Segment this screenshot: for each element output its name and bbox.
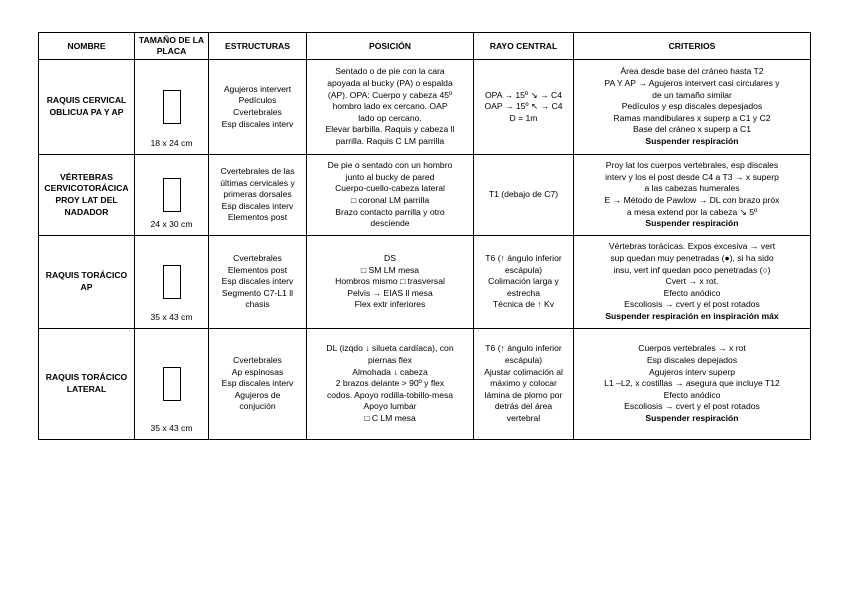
cell-estructuras-line: conjución <box>239 401 276 412</box>
cell-criterios-line: Proy lat los cuerpos vertebrales, esp discales <box>605 160 779 171</box>
cell-rayo-central <box>474 236 574 329</box>
cell-posicion-line: junto al bucky de pared <box>345 171 435 182</box>
suspend-breathing-note: Suspender respiración <box>645 218 739 229</box>
header-nombre: NOMBRE <box>39 33 135 60</box>
suspend-breathing-note: Suspender respiración <box>645 135 739 146</box>
cell-posicion <box>307 155 474 236</box>
cell-estructuras-line: Cvertebrales de las <box>220 166 295 177</box>
cell-estructuras-line: chasis <box>245 299 270 310</box>
cell-estructuras <box>209 60 307 155</box>
cell-estructuras <box>209 329 307 440</box>
cell-criterios-line: Pedículos y esp discales depesjados <box>621 101 763 112</box>
cell-posicion-line: Flex extr inferiores <box>354 299 426 310</box>
cell-rayo-central-line: lámina de plomo por <box>484 389 563 400</box>
cell-rayo-central-line: T1 (debajo de C7) <box>488 189 559 200</box>
plate-rectangle-icon <box>163 265 181 299</box>
cell-criterios-line: de un tamaño similar <box>652 89 732 100</box>
plate-rectangle-icon <box>163 178 181 212</box>
cell-posicion <box>307 329 474 440</box>
plate-size-label: 35 x 43 cm <box>150 423 193 434</box>
cell-rayo-central-line: estrecha <box>507 287 540 298</box>
cell-estructuras <box>209 236 307 329</box>
cell-criterios-line: Efecto anódico <box>663 287 721 298</box>
cell-posicion-line: Almohada ↓ cabeza <box>352 366 428 377</box>
cell-rayo-central-line: D = 1m <box>509 112 538 123</box>
cell-criterios-line: Ramas mandibulares x superp a C1 y C2 <box>613 112 771 123</box>
cell-criterios-line: Esp discales depejados <box>646 355 738 366</box>
cell-criterios <box>574 236 811 329</box>
cell-estructuras-line: Esp discales interv <box>221 276 294 287</box>
cell-rayo-central-line: T6 (↑ ángulo inferior <box>485 343 562 354</box>
cell-criterios-line: Vértebras torácicas. Expos excesiva → vert <box>608 241 776 252</box>
cell-rayo-central <box>474 155 574 236</box>
cell-rayo-central-line: T6 (↑ ángulo inferior <box>485 253 562 264</box>
header-rayo-central: RAYO CENTRAL <box>474 33 574 60</box>
cell-criterios <box>574 60 811 155</box>
cell-posicion-line: hombro lado ex cercano. OAP <box>332 101 448 112</box>
cell-posicion-line: (AP). OPA: Cuerpo y cabeza 45º <box>327 89 453 100</box>
plate-size-label: 35 x 43 cm <box>150 312 193 323</box>
cell-criterios-line: L1 –L2, x costillas → asegura que incluye T12 <box>604 378 780 389</box>
plate-rectangle-icon <box>163 367 181 401</box>
cell-criterios-line: Agujeros interv superp <box>649 366 735 377</box>
cell-estructuras-line: Elementos post <box>227 212 288 223</box>
cell-nombre: VÉRTEBRAS CERVICOTORÁCICA PROY LAT DEL NADADOR <box>39 155 135 236</box>
suspend-breathing-note: Suspender respiración <box>645 412 739 423</box>
cell-rayo-central <box>474 329 574 440</box>
cell-estructuras-line: Esp discales interv <box>221 118 294 129</box>
cell-posicion-line: parrilla. Raquis C LM parrilla <box>335 135 445 146</box>
cell-nombre: RAQUIS CERVICAL OBLICUA PA Y AP <box>39 60 135 155</box>
cell-nombre: RAQUIS TORÁCICO AP <box>39 236 135 329</box>
cell-tamano <box>135 236 209 329</box>
table-row <box>39 329 811 440</box>
cell-posicion-line: □ SM LM mesa <box>360 264 420 275</box>
radiography-table <box>38 32 811 440</box>
cell-rayo-central-line: OPA → 15º ↘ → C4 <box>484 89 563 100</box>
cell-estructuras-line: Cvertebrales <box>233 253 282 264</box>
cell-estructuras-line: Cvertebrales <box>233 355 282 366</box>
cell-criterios-line: Cvert → x rot. <box>665 276 719 287</box>
cell-posicion-line: piernas flex <box>368 355 412 366</box>
cell-estructuras-line: primeras dorsales <box>223 189 292 200</box>
plate-size-label: 24 x 30 cm <box>150 219 193 230</box>
cell-posicion-line: □ coronal LM parrilla <box>350 195 430 205</box>
cell-estructuras-line: Agujeros intervert <box>223 83 292 94</box>
cell-rayo-central-line: vertebral <box>506 412 541 423</box>
cell-rayo-central-line: escápula) <box>504 264 543 275</box>
cell-posicion-line: DS <box>384 253 396 264</box>
cell-estructuras-line: Segmento C7-L1 ll <box>221 287 294 298</box>
header-posicion: POSICIÓN <box>307 33 474 60</box>
cell-posicion-line: Elevar barbilla. Raquis y cabeza ll <box>325 124 455 135</box>
cell-posicion-line: Brazo contacto parrilla y otro <box>335 206 445 217</box>
cell-tamano <box>135 155 209 236</box>
cell-criterios-line: Efecto anódico <box>663 389 721 400</box>
table-row <box>39 236 811 329</box>
cell-posicion-line: codos. Apoyo rodilla-tobillo-mesa <box>326 389 454 400</box>
cell-rayo-central-line: Colimación larga y <box>488 276 559 287</box>
cell-criterios-line: Área desde base del cráneo hasta T2 <box>620 66 764 77</box>
header-criterios: CRITERIOS <box>574 33 811 60</box>
cell-criterios-line: insu, vert inf quedan poco penetradas (○) <box>613 264 771 275</box>
cell-rayo-central-line: Técnica de ↑ Kv <box>492 299 555 310</box>
cell-criterios-line: PA Y AP → Agujeros intervert casi circulares y <box>604 78 780 89</box>
cell-posicion <box>307 60 474 155</box>
cell-criterios-line: Base del cráneo x superp a C1 <box>633 124 751 135</box>
cell-criterios-line: a mesa extend por la cabeza ↘ 5º <box>626 206 758 217</box>
cell-posicion-line: desciende <box>370 218 410 229</box>
cell-posicion-line: apoyada al bucky (PA) o espalda <box>327 78 453 89</box>
table-row <box>39 155 811 236</box>
cell-tamano <box>135 60 209 155</box>
cell-posicion-line: Pelvis → EIAS ll mesa <box>347 287 433 298</box>
cell-criterios <box>574 155 811 236</box>
cell-criterios-line: Escoliosis → cvert y el post rotados <box>624 401 760 412</box>
cell-posicion-line: lado op cercano. <box>358 112 422 123</box>
cell-posicion-line: □ C LM mesa <box>364 412 416 423</box>
cell-posicion-line: Hombros mismo □ trasversal <box>335 276 445 287</box>
cell-rayo-central-line: Ajustar colimación al <box>484 366 563 377</box>
suspend-breathing-note: Suspender respiración en inspiración máx <box>605 310 779 321</box>
plate-size-label: 18 x 24 cm <box>150 138 193 149</box>
cell-criterios <box>574 329 811 440</box>
cell-posicion-line: Sentado o de pie con la cara <box>335 66 445 77</box>
cell-estructuras-line: Pedículos <box>238 95 277 106</box>
cell-criterios-line: sup quedan muy penetradas (●), si ha sido <box>610 253 774 264</box>
cell-posicion-line: De pie o sentado con un hombro <box>327 160 453 171</box>
cell-criterios-line: E → Método de Pawlow → DL con brazo próx <box>604 195 780 205</box>
cell-criterios-line: interv y los el post desde C4 a T3 → x superp <box>605 171 779 182</box>
cell-tamano <box>135 329 209 440</box>
cell-rayo-central-line: OAP → 15º ↖ → C4 <box>484 101 563 112</box>
cell-posicion-line: Apoyo lumbar <box>363 401 417 412</box>
plate-rectangle-icon <box>163 90 181 124</box>
cell-rayo-central-line: detrás del área <box>494 401 553 412</box>
table-row <box>39 60 811 155</box>
cell-rayo-central-line: máximo y colocar <box>490 378 557 389</box>
cell-estructuras-line: últimas cervicales y <box>220 177 295 188</box>
cell-estructuras-line: Agujeros de <box>234 389 281 400</box>
cell-estructuras-line: Esp discales interv <box>221 200 294 211</box>
cell-estructuras-line: Ap espinosas <box>231 366 284 377</box>
cell-posicion <box>307 236 474 329</box>
cell-criterios-line: Cuerpos vertebrales → x rot <box>638 343 746 354</box>
header-row <box>39 33 811 60</box>
cell-posicion-line: Cuerpo-cuello-cabeza lateral <box>335 183 445 194</box>
cell-estructuras <box>209 155 307 236</box>
cell-rayo-central-line: escápula) <box>504 355 543 366</box>
header-estructuras: ESTRUCTURAS <box>209 33 307 60</box>
cell-criterios-line: Escoliosis → cvert y el post rotados <box>624 299 760 310</box>
header-tamano: TAMAÑO DE LA PLACA <box>135 33 209 60</box>
cell-estructuras-line: Cvertebrales <box>233 107 282 117</box>
cell-posicion-line: DL (izqdo ↓ silueta cardíaca), con <box>326 343 454 354</box>
cell-nombre: RAQUIS TORÁCICO LATERAL <box>39 329 135 440</box>
cell-criterios-line: a las cabezas humerales <box>644 183 740 194</box>
cell-estructuras-line: Elementos post <box>227 264 288 275</box>
cell-estructuras-line: Esp discales interv <box>221 378 294 389</box>
cell-rayo-central <box>474 60 574 155</box>
cell-posicion-line: 2 brazos delante > 90º y flex <box>335 378 445 389</box>
